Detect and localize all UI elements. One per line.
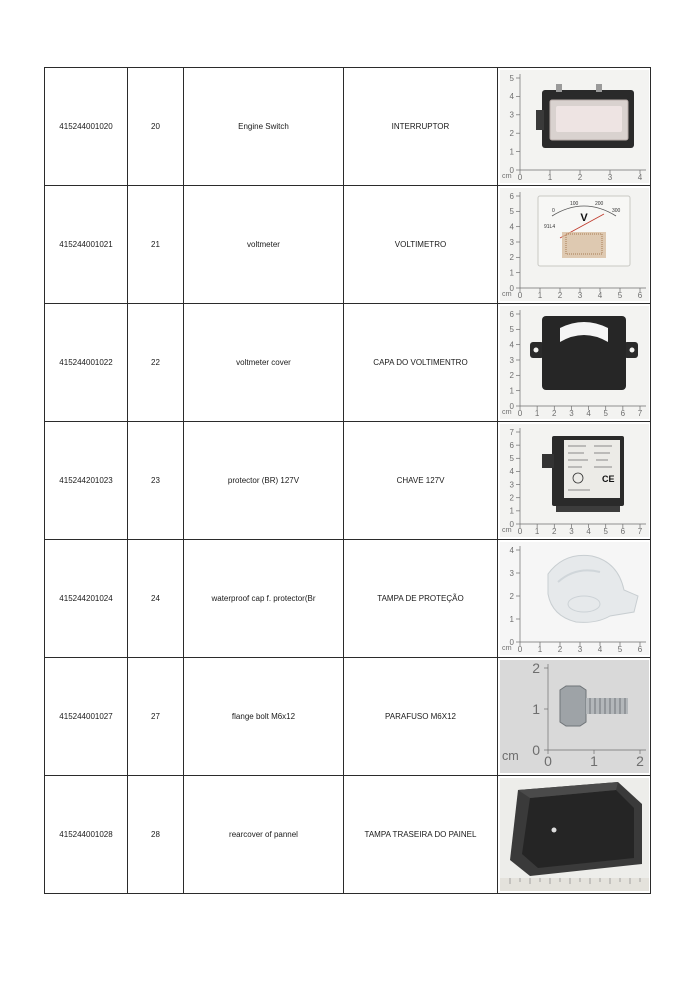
- ruler-tick-label: 0: [509, 401, 514, 411]
- ruler-tick-label: 3: [568, 409, 574, 418]
- ruler-tick-label: 2: [577, 173, 582, 182]
- ruler-tick-label: 2: [509, 253, 514, 263]
- circuit-protector-photo: [500, 424, 649, 537]
- position-number: 24: [128, 540, 184, 658]
- ruler-tick-label: 3: [607, 173, 612, 182]
- description-pt: TAMPA DE PROTEÇÃO: [344, 540, 498, 658]
- ruler-tick-label: 1: [537, 645, 542, 654]
- dial-model: 91L4: [543, 224, 555, 230]
- ruler-tick-label: 1: [547, 173, 552, 182]
- position-number: 28: [128, 776, 184, 894]
- description-en: flange bolt M6x12: [184, 658, 344, 776]
- position-number: 27: [128, 658, 184, 776]
- ruler-tick-label: 4: [509, 467, 514, 477]
- table-row: [45, 422, 651, 540]
- ruler-tick-label: 4: [585, 527, 591, 536]
- ruler-tick-label: 3: [509, 568, 514, 578]
- ruler-tick-label: 5: [509, 454, 514, 464]
- ruler-tick-label: 0: [509, 519, 514, 529]
- rear-cover-photo: [500, 778, 649, 891]
- voltmeter-cover-photo: [500, 306, 649, 419]
- part-code: 415244001022: [45, 304, 128, 422]
- ruler-tick-label: 2: [635, 753, 644, 769]
- description-en: voltmeter: [184, 186, 344, 304]
- ruler-tick-label: 3: [509, 355, 514, 365]
- part-code: 415244001027: [45, 658, 128, 776]
- ruler-tick-label: 2: [557, 645, 562, 654]
- position-number: 23: [128, 422, 184, 540]
- ruler-tick-label: 2: [551, 409, 557, 418]
- description-pt: TAMPA TRASEIRA DO PAINEL: [344, 776, 498, 894]
- parts-table-body: [45, 68, 651, 894]
- ruler-tick-label: 1: [534, 409, 539, 418]
- waterproof-cap-photo: [500, 542, 649, 655]
- table-row: [45, 68, 651, 186]
- ruler-unit-label: cm: [501, 171, 512, 180]
- ruler-tick-label: 6: [620, 527, 625, 536]
- ruler-tick-label: 5: [617, 645, 622, 654]
- ruler-tick-label: 0: [509, 165, 514, 175]
- ruler-tick-label: 3: [577, 291, 582, 300]
- ruler-tick-label: 5: [617, 291, 622, 300]
- description-en: rearcover of pannel: [184, 776, 344, 894]
- dial-unit: V: [579, 212, 588, 224]
- ruler-tick-label: 0: [517, 291, 522, 300]
- ruler-tick-label: 1: [509, 268, 514, 278]
- ruler-tick-label: 3: [509, 110, 514, 120]
- ruler-tick-label: 5: [509, 325, 514, 335]
- ruler-tick-label: 6: [509, 440, 514, 450]
- ce-mark: CE: [601, 474, 615, 484]
- photo-cell: [498, 776, 651, 894]
- dial-tick-label: 100: [569, 201, 578, 207]
- ruler-tick-label: 0: [509, 283, 514, 293]
- ruler-unit-label: cm: [501, 407, 512, 416]
- description-en: Engine Switch: [184, 68, 344, 186]
- ruler-tick-label: 1: [534, 527, 539, 536]
- flange-bolt-photo: [500, 660, 649, 773]
- ruler-tick-label: 1: [509, 506, 514, 516]
- position-number: 20: [128, 68, 184, 186]
- part-code: 415244001020: [45, 68, 128, 186]
- ruler-tick-label: 5: [509, 73, 514, 83]
- ruler-tick-label: 6: [509, 309, 514, 319]
- ruler-unit-label: cm: [501, 643, 512, 652]
- photo-cell: [498, 186, 651, 304]
- ruler-tick-label: 1: [509, 614, 514, 624]
- ruler-tick-label: 4: [637, 173, 642, 182]
- ruler-tick-label: 4: [585, 409, 591, 418]
- ruler-tick-label: 1: [537, 291, 542, 300]
- ruler-tick-label: 3: [577, 645, 582, 654]
- description-pt: INTERRUPTOR: [344, 68, 498, 186]
- ruler-tick-label: 0: [531, 741, 540, 758]
- position-number: 21: [128, 186, 184, 304]
- table-row: [45, 776, 651, 894]
- ruler-tick-label: 1: [531, 700, 540, 717]
- photo-cell: [498, 540, 651, 658]
- ruler-tick-label: 2: [509, 591, 514, 601]
- ruler-tick-label: 2: [551, 527, 557, 536]
- description-pt: CAPA DO VOLTIMENTRO: [344, 304, 498, 422]
- description-en: waterproof cap f. protector(Br: [184, 540, 344, 658]
- dial-tick-label: 200: [594, 201, 603, 207]
- ruler-tick-label: 0: [543, 753, 552, 769]
- ruler-tick-label: 0: [509, 637, 514, 647]
- ruler-tick-label: 7: [637, 409, 642, 418]
- ruler-tick-label: 0: [517, 409, 522, 418]
- description-en: protector (BR) 127V: [184, 422, 344, 540]
- position-number: 22: [128, 304, 184, 422]
- ruler-tick-label: 2: [509, 493, 514, 503]
- ruler-tick-label: 4: [509, 340, 514, 350]
- ruler-tick-label: 0: [517, 645, 522, 654]
- table-row: [45, 304, 651, 422]
- photo-cell: [498, 658, 651, 776]
- ruler-tick-label: 7: [637, 527, 642, 536]
- ruler-tick-label: 5: [602, 527, 608, 536]
- photo-cell: [498, 304, 651, 422]
- ruler-tick-label: 4: [509, 92, 514, 102]
- photo-cell: [498, 68, 651, 186]
- part-code: 415244001028: [45, 776, 128, 894]
- voltmeter-photo: [500, 188, 649, 301]
- table-row: [45, 186, 651, 304]
- ruler-tick-label: 2: [509, 371, 514, 381]
- ruler-tick-label: 0: [517, 527, 522, 536]
- table-row: [45, 540, 651, 658]
- ruler-tick-label: 2: [509, 129, 514, 138]
- ruler-tick-label: 6: [637, 645, 642, 654]
- description-pt: PARAFUSO M6X12: [344, 658, 498, 776]
- part-code: 415244001021: [45, 186, 128, 304]
- ruler-tick-label: 1: [589, 753, 598, 769]
- rocker-switch-photo: [500, 70, 649, 183]
- photo-cell: [498, 422, 651, 540]
- description-en: voltmeter cover: [184, 304, 344, 422]
- ruler-unit-label: cm: [501, 749, 519, 763]
- dial-tick-label: 300: [611, 208, 620, 214]
- ruler-tick-label: 3: [509, 480, 514, 490]
- ruler-tick-label: 2: [531, 660, 540, 676]
- table-row: [45, 658, 651, 776]
- ruler-tick-label: 0: [517, 173, 522, 182]
- part-code: 415244201024: [45, 540, 128, 658]
- part-code: 415244201023: [45, 422, 128, 540]
- ruler-tick-label: 1: [509, 147, 514, 157]
- ruler-tick-label: 7: [509, 427, 514, 437]
- parts-table: [44, 67, 651, 894]
- ruler-unit-label: cm: [501, 289, 512, 298]
- ruler-tick-label: 4: [597, 645, 602, 654]
- ruler-tick-label: 1: [509, 386, 514, 396]
- ruler-tick-label: 5: [602, 409, 608, 418]
- ruler-tick-label: 4: [597, 291, 602, 300]
- ruler-tick-label: 4: [509, 222, 514, 232]
- ruler-tick-label: 3: [509, 237, 514, 247]
- ruler-unit-label: cm: [501, 525, 512, 534]
- ruler-tick-label: 4: [509, 545, 514, 555]
- description-pt: CHAVE 127V: [344, 422, 498, 540]
- description-pt: VOLTIMETRO: [344, 186, 498, 304]
- ruler-tick-label: 2: [557, 291, 562, 300]
- ruler-tick-label: 6: [620, 409, 625, 418]
- dial-tick-label: 0: [551, 208, 555, 214]
- ruler-tick-label: 6: [509, 191, 514, 201]
- ruler-tick-label: 3: [568, 527, 574, 536]
- ruler-tick-label: 5: [509, 207, 514, 217]
- ruler-tick-label: 6: [637, 291, 642, 300]
